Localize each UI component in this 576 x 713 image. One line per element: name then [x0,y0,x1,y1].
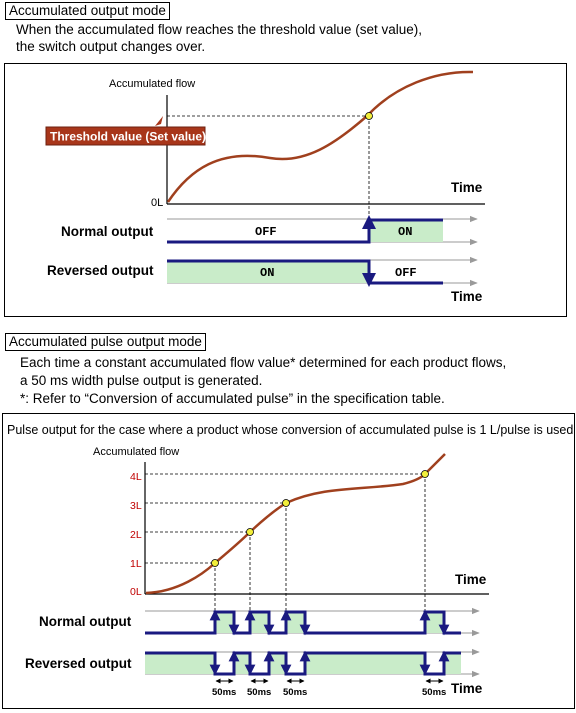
normal-output-on-text: ON [398,225,413,239]
threshold-pointer [155,116,163,126]
time-label-top: Time [455,572,487,587]
tick-4L: 4L [130,471,142,483]
tick-3L: 3L [130,500,142,512]
pulse-point-1L [212,560,219,567]
pulse-width-label-4: 50ms [422,687,447,698]
accumulated-output-diagram [5,64,566,316]
tick-2L: 2L [130,529,142,541]
section1-description-line2: the switch output changes over. [16,39,206,54]
y-axis-label: Accumulated flow [109,78,196,90]
pulse-width-label-2: 50ms [247,687,272,698]
normal-output-label: Normal output [39,614,132,629]
pulse-width-label-3: 50ms [283,687,308,698]
pulse-point-3L [283,500,290,507]
pulse-output-diagram-panel [2,413,575,709]
pulse-guides [145,474,425,619]
section2-description-line2: a 50 ms width pulse output is generated. [20,373,263,388]
time-label-bottom: Time [451,289,483,304]
time-label-bottom: Time [451,681,483,696]
normal-output-off-text: OFF [255,225,277,239]
section1-description-line1: When the accumulated flow reaches the threshold value (set value), [16,22,422,37]
accumulated-flow-curve [168,72,473,202]
pulse-output-diagram [3,414,574,708]
zero-label: 0L [151,197,164,209]
normal-output-label: Normal output [61,224,154,239]
threshold-label: Threshold value (Set value) [50,129,207,144]
section2-description-line1: Each time a constant accumulated flow value* determined for each product flows, [20,355,507,370]
accumulated-output-diagram-panel [4,63,567,317]
reversed-output-on-regions [145,652,461,674]
reversed-output-off-text: OFF [395,266,417,280]
pulse-point-4L [422,471,429,478]
pulse-point-2L [247,529,254,536]
section-title-accumulated-pulse-output-mode: Accumulated pulse output mode [5,333,206,351]
pulse-width-label-1: 50ms [212,687,237,698]
tick-0L: 0L [130,586,142,598]
reversed-output-on-text: ON [260,266,275,280]
pulse-panel-caption: Pulse output for the case where a product whose conversion of accumulated pulse is 1 L/pulse is used [7,423,574,437]
accumulated-flow-curve [146,454,445,593]
threshold-point [366,113,373,120]
section2-description-line3: *: Refer to “Conversion of accumulated pulse” in the specification table. [20,391,445,406]
section-title-accumulated-output-mode: Accumulated output mode [5,2,170,20]
time-label-top: Time [451,180,483,195]
y-axis-label: Accumulated flow [93,446,180,458]
reversed-output-label: Reversed output [25,656,132,671]
tick-1L: 1L [130,558,142,570]
reversed-output-label: Reversed output [47,263,154,278]
